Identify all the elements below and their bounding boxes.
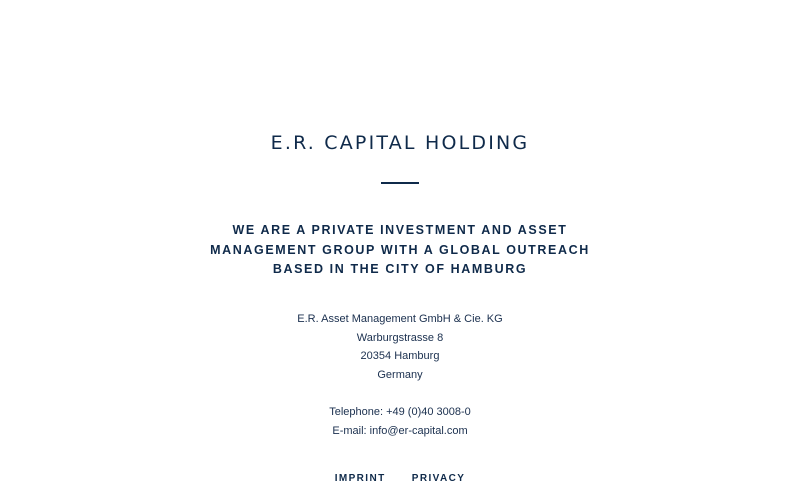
email-link[interactable]: info@er-capital.com (369, 424, 468, 437)
footer-nav (0, 473, 800, 484)
address-block (0, 310, 800, 384)
tagline: WE ARE A PRIVATE INVESTMENT AND ASSET MANAGEMENT GROUP WITH A GLOBAL OUTREACH BASED IN THE CITY OF HAMBURG (210, 223, 590, 276)
privacy-link[interactable]: PRIVACY (411, 473, 466, 484)
company-logo[interactable]: E.R. CAPITAL HOLDING (270, 132, 530, 154)
imprint-link[interactable]: IMPRINT (334, 473, 386, 484)
address-city: 20354 Hamburg (360, 350, 440, 363)
address-street: Warburgstrasse 8 (356, 331, 444, 344)
title-divider (381, 182, 419, 184)
email-line (0, 422, 800, 441)
contact-block (0, 403, 800, 440)
telephone-text: Telephone: +49 (0)40 3008-0 (329, 406, 471, 418)
email-prefix: E-mail: (332, 424, 370, 437)
address-company: E.R. Asset Management GmbH & Cie. KG (297, 313, 503, 325)
address-country: Germany (377, 368, 423, 381)
